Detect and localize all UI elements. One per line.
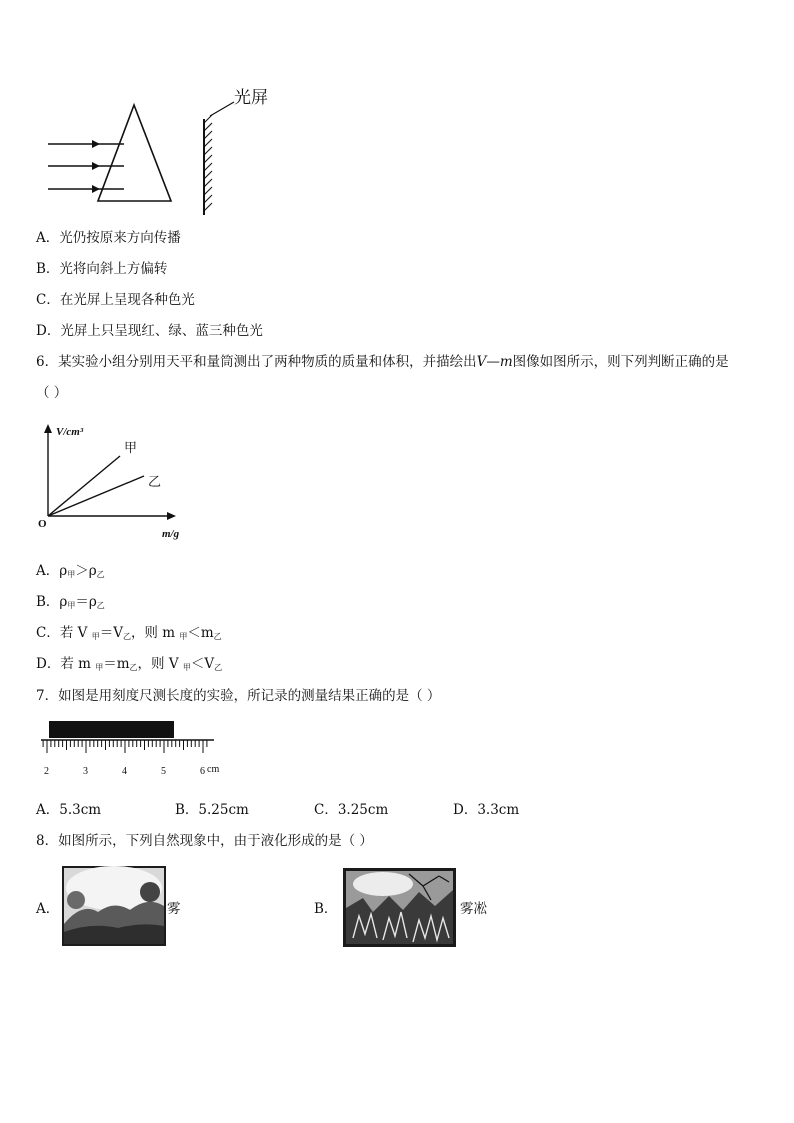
hatch-line [204, 115, 212, 123]
ruler-figure [36, 716, 236, 782]
hatch-line [204, 155, 212, 163]
q8-option-b-letter: B． [314, 901, 338, 917]
screen-label: 光屏 [234, 88, 268, 108]
hatch-line [204, 131, 212, 139]
q7-option-d: D．3.3cm [453, 802, 520, 818]
q5-option-c: C．在光屏上呈现各种色光 [36, 292, 195, 308]
hatch-line [204, 203, 212, 211]
q6-option-b: B．$\rho_甲=\rho_乙$ [36, 594, 105, 610]
y-axis-arrowhead [44, 424, 52, 433]
graph-y-label: V/cm³ [56, 426, 84, 438]
q7-option-a: A．5.3cm [36, 802, 102, 818]
ruler-label-5: 5 [161, 766, 166, 777]
q6-stem-math: V—m [476, 354, 513, 370]
ruler-label-6: 6 [200, 766, 205, 777]
measured-bar [49, 721, 174, 738]
hatch-line [204, 179, 212, 187]
q6-option-a: A．$\rho_甲>\rho_乙$ [36, 563, 105, 579]
fog-photo [62, 866, 166, 946]
q5-option-b: B．光将向斜上方偏转 [36, 261, 168, 277]
ray-arrowhead-2 [92, 162, 100, 170]
screen-label-leader [210, 102, 234, 116]
hatch-line [204, 195, 212, 203]
q8-stem: 8．如图所示，下列自然现象中，由于液化形成的是（ ） [36, 833, 373, 849]
q6-stem-before: 6．某实验小组分别用天平和量筒测出了两种物质的质量和体积，并描绘出 [36, 354, 477, 370]
hatch-line [204, 163, 212, 171]
q6-option-c: C．若 V $_甲=V_乙$，则 m $_甲<m_乙$ [36, 625, 222, 641]
ruler-label-2: 2 [44, 766, 49, 777]
graph-line-yi [48, 476, 144, 516]
ray-arrowhead-3 [92, 185, 100, 193]
hatch-line [204, 147, 212, 155]
q7-stem: 7．如图是用刻度尺测长度的实验，所记录的测量结果正确的是（ ） [36, 688, 441, 704]
q8-option-b-caption: 雾凇 [460, 901, 487, 917]
q8-option-a-caption: 雾 [167, 901, 181, 917]
q6-stem-paren: （ ） [36, 385, 68, 401]
q8-option-a-letter: A． [36, 901, 60, 917]
rime-photo [343, 868, 456, 947]
q6-stem [36, 353, 729, 371]
ruler-ticks [43, 740, 207, 753]
screen-hatching [204, 115, 212, 211]
hatch-line [204, 187, 212, 195]
prism-triangle [98, 105, 171, 201]
x-axis-arrowhead [167, 512, 176, 520]
q7-option-b: B．5.25cm [175, 802, 249, 818]
q7-option-c: C．3.25cm [314, 802, 389, 818]
v-m-graph [36, 418, 196, 546]
graph-label-yi: 乙 [148, 475, 162, 490]
q6-stem-after: 图像如图所示，则下列判断正确的是 [512, 354, 729, 370]
graph-x-label: m/g [162, 528, 180, 540]
hatch-line [204, 139, 212, 147]
q5-option-a: A．光仍按原来方向传播 [36, 230, 181, 246]
ruler-label-3: 3 [83, 766, 88, 777]
ruler-unit: cm [207, 764, 220, 775]
hatch-line [204, 123, 212, 131]
hatch-line [204, 171, 212, 179]
ruler-label-4: 4 [122, 766, 127, 777]
graph-origin: O [38, 518, 47, 530]
ray-arrowhead-1 [92, 140, 100, 148]
graph-label-jia: 甲 [124, 441, 138, 456]
q5-option-d: D．光屏上只呈现红、绿、蓝三种色光 [36, 323, 263, 339]
graph-line-jia [48, 456, 120, 516]
prism-figure [40, 85, 290, 220]
q6-option-d: D．若 m $_甲=m_乙$，则 V $_甲<V_乙$ [36, 656, 223, 672]
